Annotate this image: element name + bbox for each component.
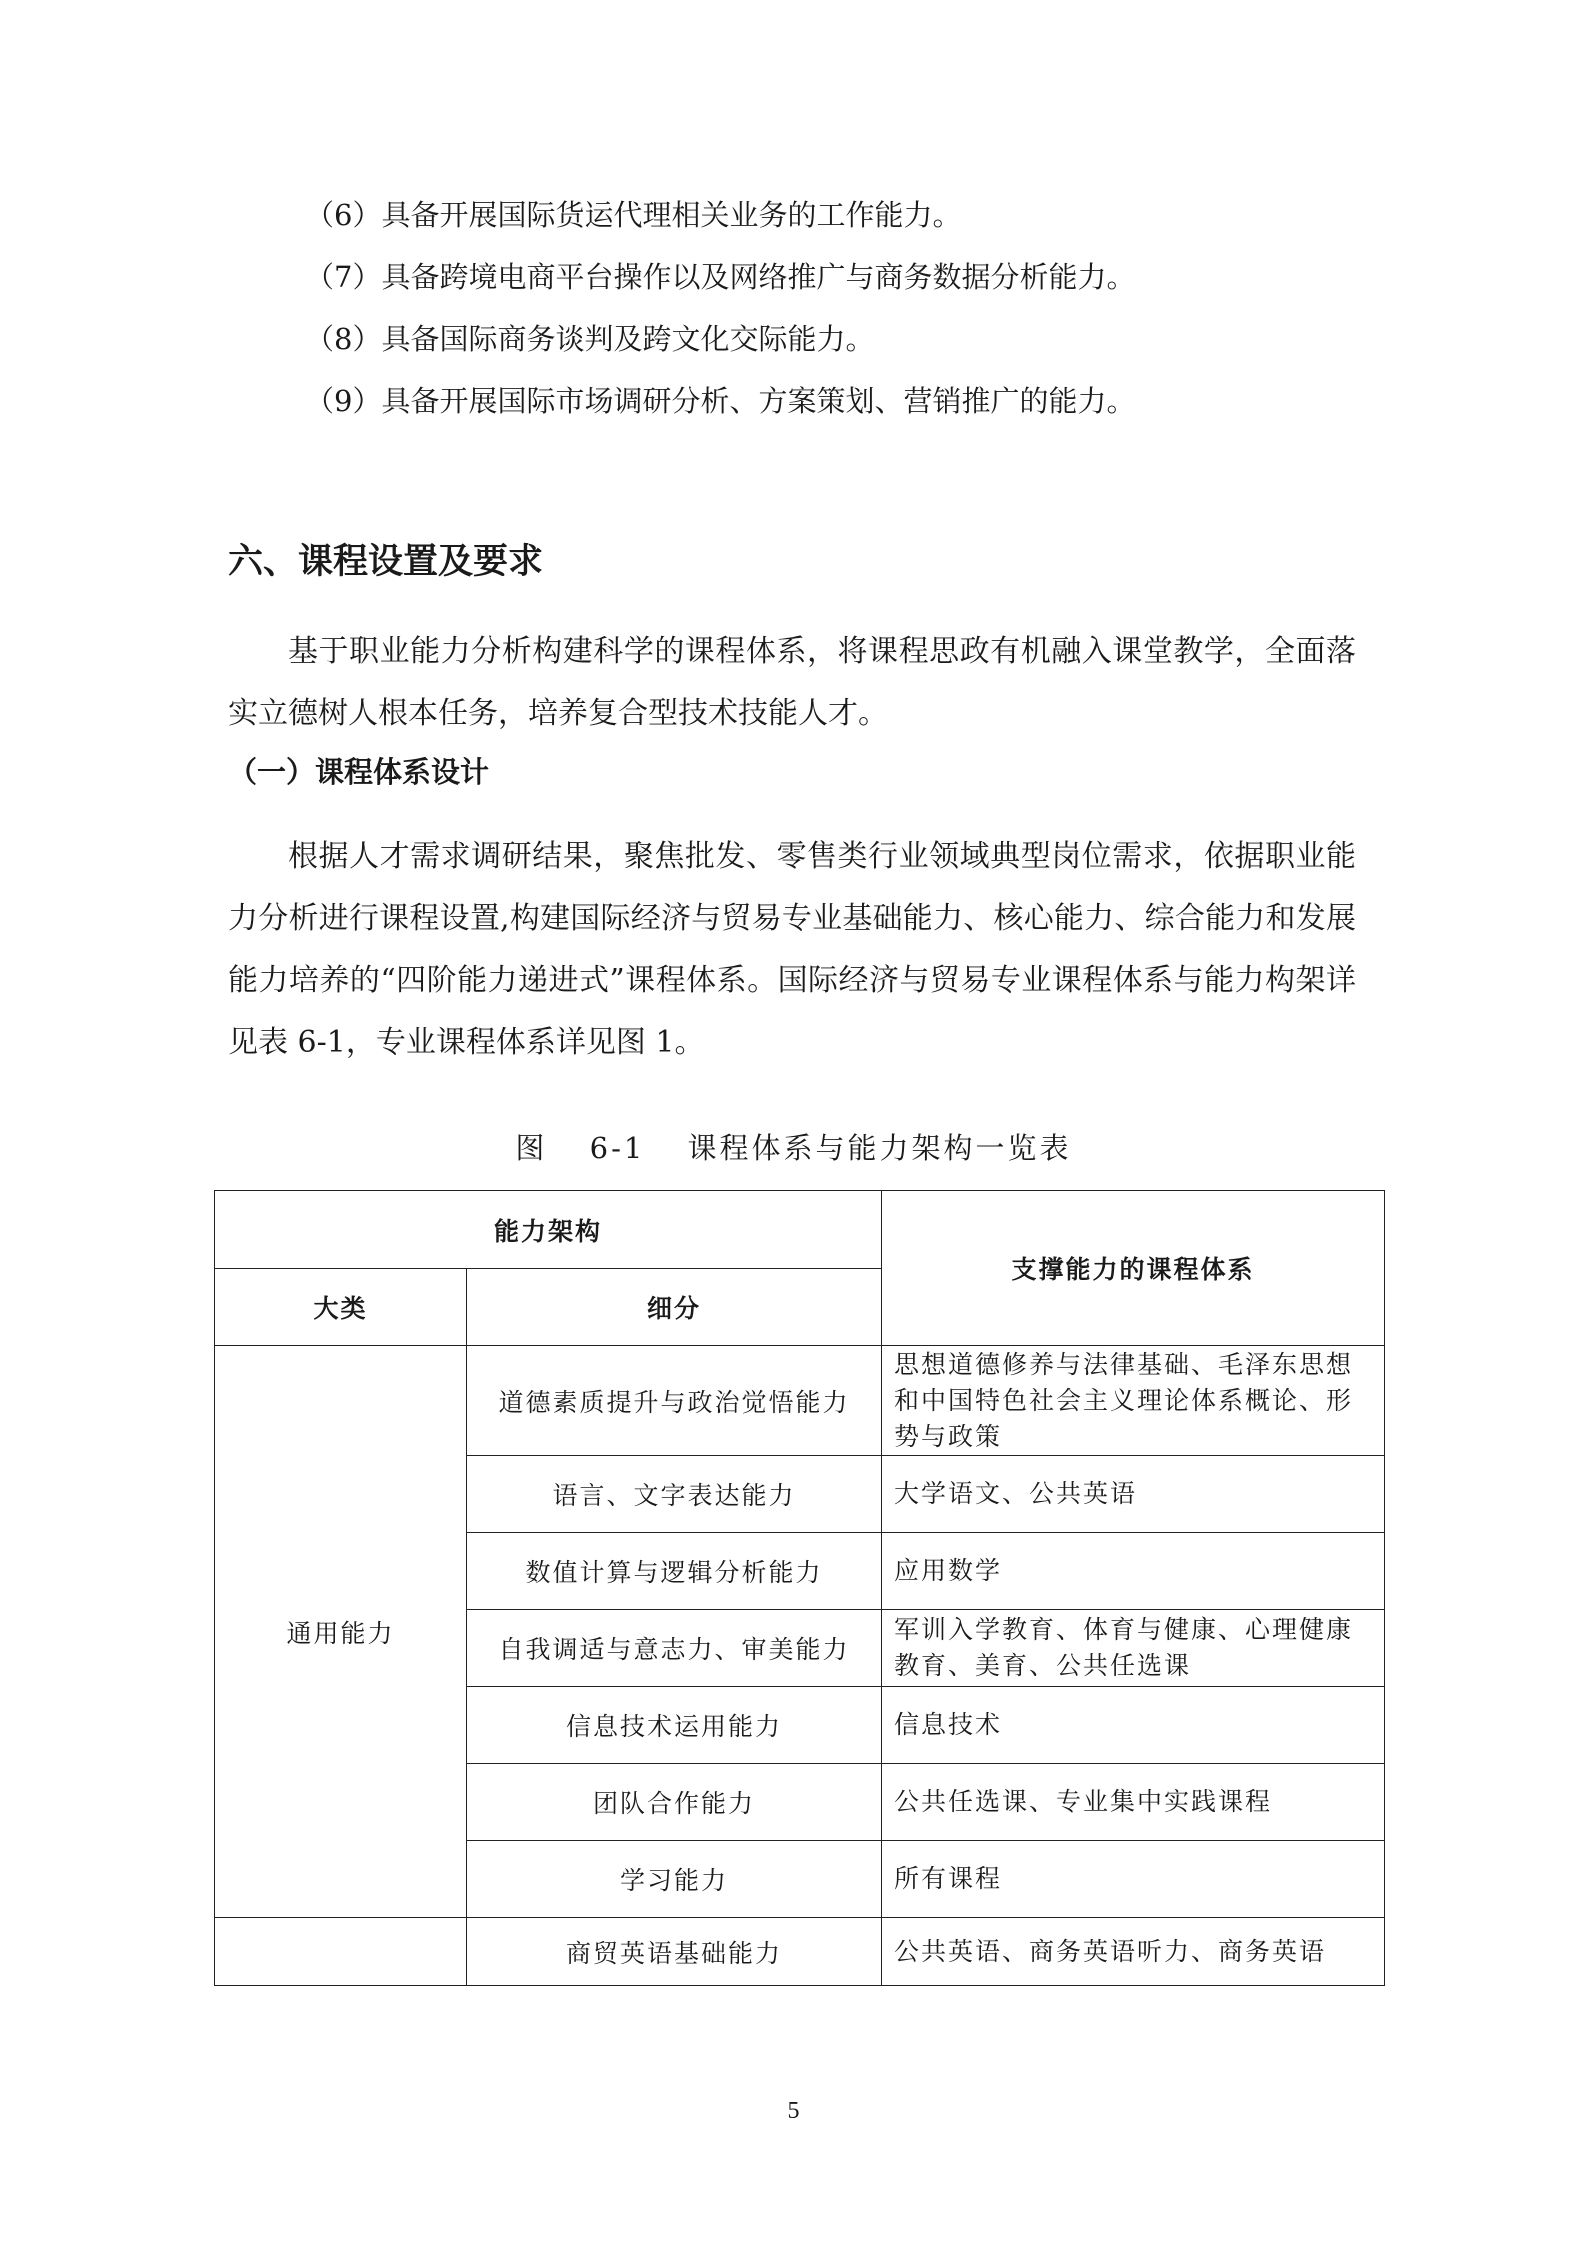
subsection-heading: （一）课程体系设计: [228, 755, 490, 789]
ability-cell: 商贸英语基础能力: [467, 1918, 882, 1986]
ability-course-table: [214, 1190, 1385, 1986]
courses-cell: 公共任选课、专业集中实践课程: [882, 1764, 1385, 1841]
table-header-row: [215, 1191, 1385, 1269]
courses-cell: 思想道德修养与法律基础、毛泽东思想和中国特色社会主义理论体系概论、形势与政策: [882, 1346, 1385, 1456]
ability-cell: 信息技术运用能力: [467, 1687, 882, 1764]
header-ability-framework: 能力架构: [215, 1191, 882, 1269]
page-number: 5: [787, 2098, 800, 2124]
courses-cell: 应用数学: [882, 1533, 1385, 1610]
header-category: 大类: [215, 1269, 467, 1346]
courses-cell: 军训入学教育、体育与健康、心理健康教育、美育、公共任选课: [882, 1610, 1385, 1687]
header-subdivision: 细分: [467, 1269, 882, 1346]
ability-cell: 道德素质提升与政治觉悟能力: [467, 1346, 882, 1456]
courses-cell: 所有课程: [882, 1841, 1385, 1918]
ability-cell: 团队合作能力: [467, 1764, 882, 1841]
courses-cell: 大学语文、公共英语: [882, 1456, 1385, 1533]
table-row: [215, 1346, 1385, 1456]
header-supporting-courses: 支撑能力的课程体系: [882, 1191, 1385, 1346]
ability-list-item-7: （7）具备跨境电商平台操作以及网络推广与商务数据分析能力。: [305, 260, 1136, 294]
ability-cell: 学习能力: [467, 1841, 882, 1918]
table-row: [215, 1918, 1385, 1986]
intro-paragraph: 基于职业能力分析构建科学的课程体系，将课程思政有机融入课堂教学，全面落实立德树人根本任务，培养复合型技术技能人才。: [228, 634, 1356, 731]
courses-cell: 公共英语、商务英语听力、商务英语: [882, 1918, 1385, 1986]
ability-list-item-8: （8）具备国际商务谈判及跨文化交际能力。: [305, 322, 875, 356]
category-cell: [215, 1918, 467, 1986]
section-heading: 六、课程设置及要求: [228, 542, 544, 582]
category-general-ability: 通用能力: [215, 1346, 467, 1918]
ability-cell: 自我调适与意志力、审美能力: [467, 1610, 882, 1687]
ability-list-item-9: （9）具备开展国际市场调研分析、方案策划、营销推广的能力。: [305, 384, 1136, 418]
body-paragraph: 根据人才需求调研结果，聚焦批发、零售类行业领域典型岗位需求，依据职业能力分析进行课程设置,构建国际经济与贸易专业基础能力、核心能力、综合能力和发展能力培养的“四阶能力递进式”课程体系。国际经济与贸易专业课程体系与能力构架详见表 6-1，专业课程体系详见图 1。: [228, 839, 1356, 1060]
courses-cell: 信息技术: [882, 1687, 1385, 1764]
ability-cell: 语言、文字表达能力: [467, 1456, 882, 1533]
ability-list-item-6: （6）具备开展国际货运代理相关业务的工作能力。: [305, 198, 962, 232]
table-caption: 图 6-1 课程体系与能力架构一览表: [515, 1131, 1072, 1165]
ability-cell: 数值计算与逻辑分析能力: [467, 1533, 882, 1610]
